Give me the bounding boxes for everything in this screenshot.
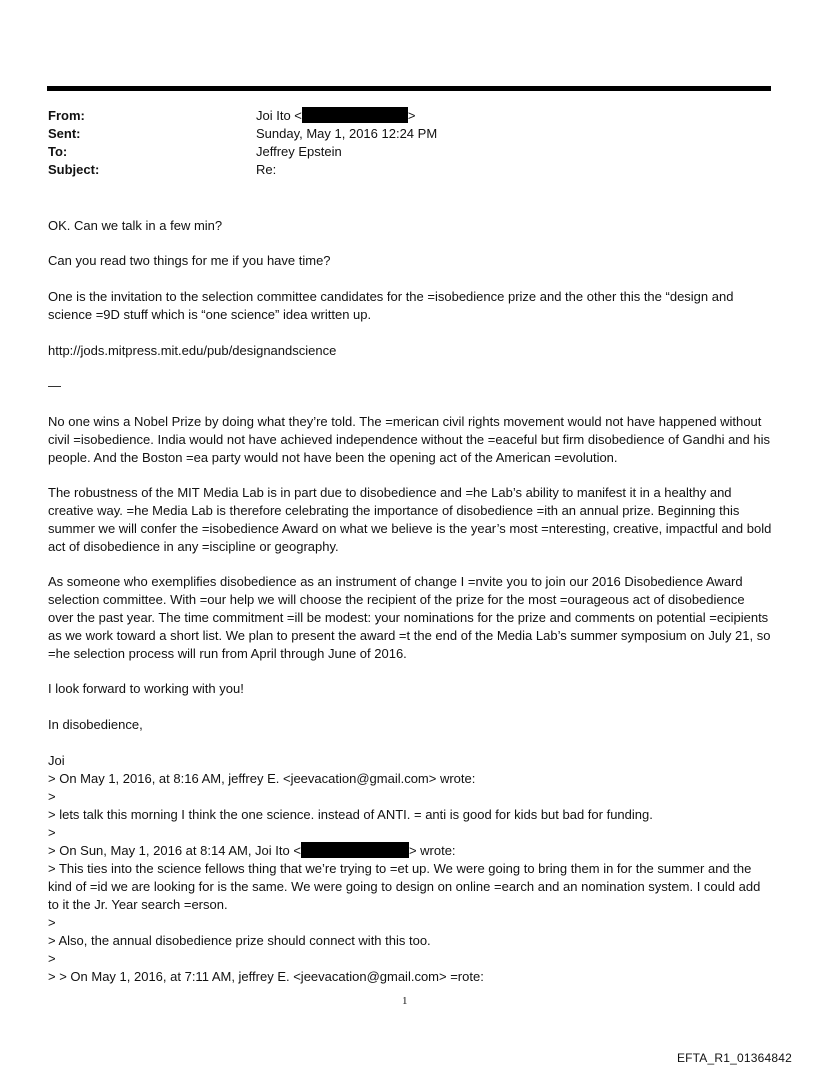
- to-label: To:: [48, 144, 68, 159]
- quoted-line: >: [48, 825, 56, 840]
- redaction-box: [301, 842, 409, 858]
- quoted-line: >: [48, 951, 56, 966]
- quoted-line-end: > wrote:: [408, 843, 456, 858]
- quoted-line: > lets talk this morning I think the one science. instead of ANTI. = anti is good for kids but bad for funding.: [48, 807, 653, 822]
- signature: Joi: [48, 753, 65, 768]
- bates-number: EFTA_R1_01364842: [676, 1051, 792, 1065]
- quoted-line: [48, 842, 456, 860]
- quoted-paragraph: > This ties into the science fellows thing that we’re trying to =et up. We were going to bring them in for the summer and the kind of =id we are looking for is the same. We were going to design on online =earch and an nomination system. I could add to it the Jr. Year search =erson.: [48, 861, 761, 912]
- body-paragraph: The robustness of the MIT Media Lab is in part due to disobedience and =he Lab’s ability to manifest it in a healthy and creative way. =he Media Lab is therefore celebrating the importance of disobedience =ith an annual prize. Beginning this summer we will confer the =isobedience Award on what we believe is the year’s most =nteresting, creative, impactful and bold act of disobedience in any =iscipline or geography.: [48, 485, 772, 554]
- quoted-line: > On May 1, 2016, at 8:16 AM, jeffrey E. <jeevacation@gmail.com> wrote:: [48, 771, 476, 786]
- body-paragraph: OK. Can we talk in a few min?: [48, 218, 223, 233]
- body-paragraph: One is the invitation to the selection committee candidates for the =isobedience prize and the other this the “design and science =9D stuff which is “one science” idea written up.: [48, 289, 734, 322]
- body-paragraph: In disobedience,: [48, 717, 143, 732]
- separator-dash: —: [48, 378, 61, 393]
- header-divider: [47, 86, 771, 91]
- quoted-line: > > On May 1, 2016, at 7:11 AM, jeffrey E. <jeevacation@gmail.com> =rote:: [48, 969, 484, 984]
- quoted-line: > Also, the annual disobedience prize should connect with this too.: [48, 933, 431, 948]
- from-name-end: >: [407, 108, 416, 123]
- quoted-line-start: > On Sun, May 1, 2016 at 8:14 AM, Joi Ito <: [48, 843, 301, 858]
- body-paragraph: As someone who exemplifies disobedience as an instrument of change I =nvite you to join our 2016 Disobedience Award selection committee. With =our help we will choose the recipient of the prize for the most =ourageous act of disobedience over the past year. The time commitment =ill be modest: your nominations for the prize and comments on potential =ecipients as we work toward a short list. We plan to present the award =t the end of the Media Lab’s summer symposium on July 21, so =he selection process will run from April through June of 2016.: [48, 574, 771, 661]
- from-label: From:: [48, 108, 85, 123]
- sent-value: Sunday, May 1, 2016 12:24 PM: [256, 126, 438, 141]
- sent-label: Sent:: [48, 126, 81, 141]
- from-name: Joi Ito <: [256, 108, 302, 123]
- quoted-line: >: [48, 789, 56, 804]
- body-paragraph: I look forward to working with you!: [48, 681, 244, 696]
- quoted-line: >: [48, 915, 56, 930]
- body-paragraph: Can you read two things for me if you have time?: [48, 253, 331, 268]
- page-number: 1: [402, 995, 408, 1007]
- from-value: [256, 107, 415, 125]
- subject-label: Subject:: [48, 162, 100, 177]
- body-link[interactable]: http://jods.mitpress.mit.edu/pub/designandscience: [48, 343, 337, 358]
- subject-value: Re:: [256, 162, 277, 177]
- redaction-box: [302, 107, 408, 123]
- to-value: Jeffrey Epstein: [256, 144, 342, 159]
- body-paragraph: No one wins a Nobel Prize by doing what they’re told. The =merican civil rights movement would not have happened without civil =isobedience. India would not have achieved independence without the =eaceful but firm disobedience of Gandhi and his people. And the Boston =ea party would not have been the opening act of the American =evolution.: [48, 414, 770, 465]
